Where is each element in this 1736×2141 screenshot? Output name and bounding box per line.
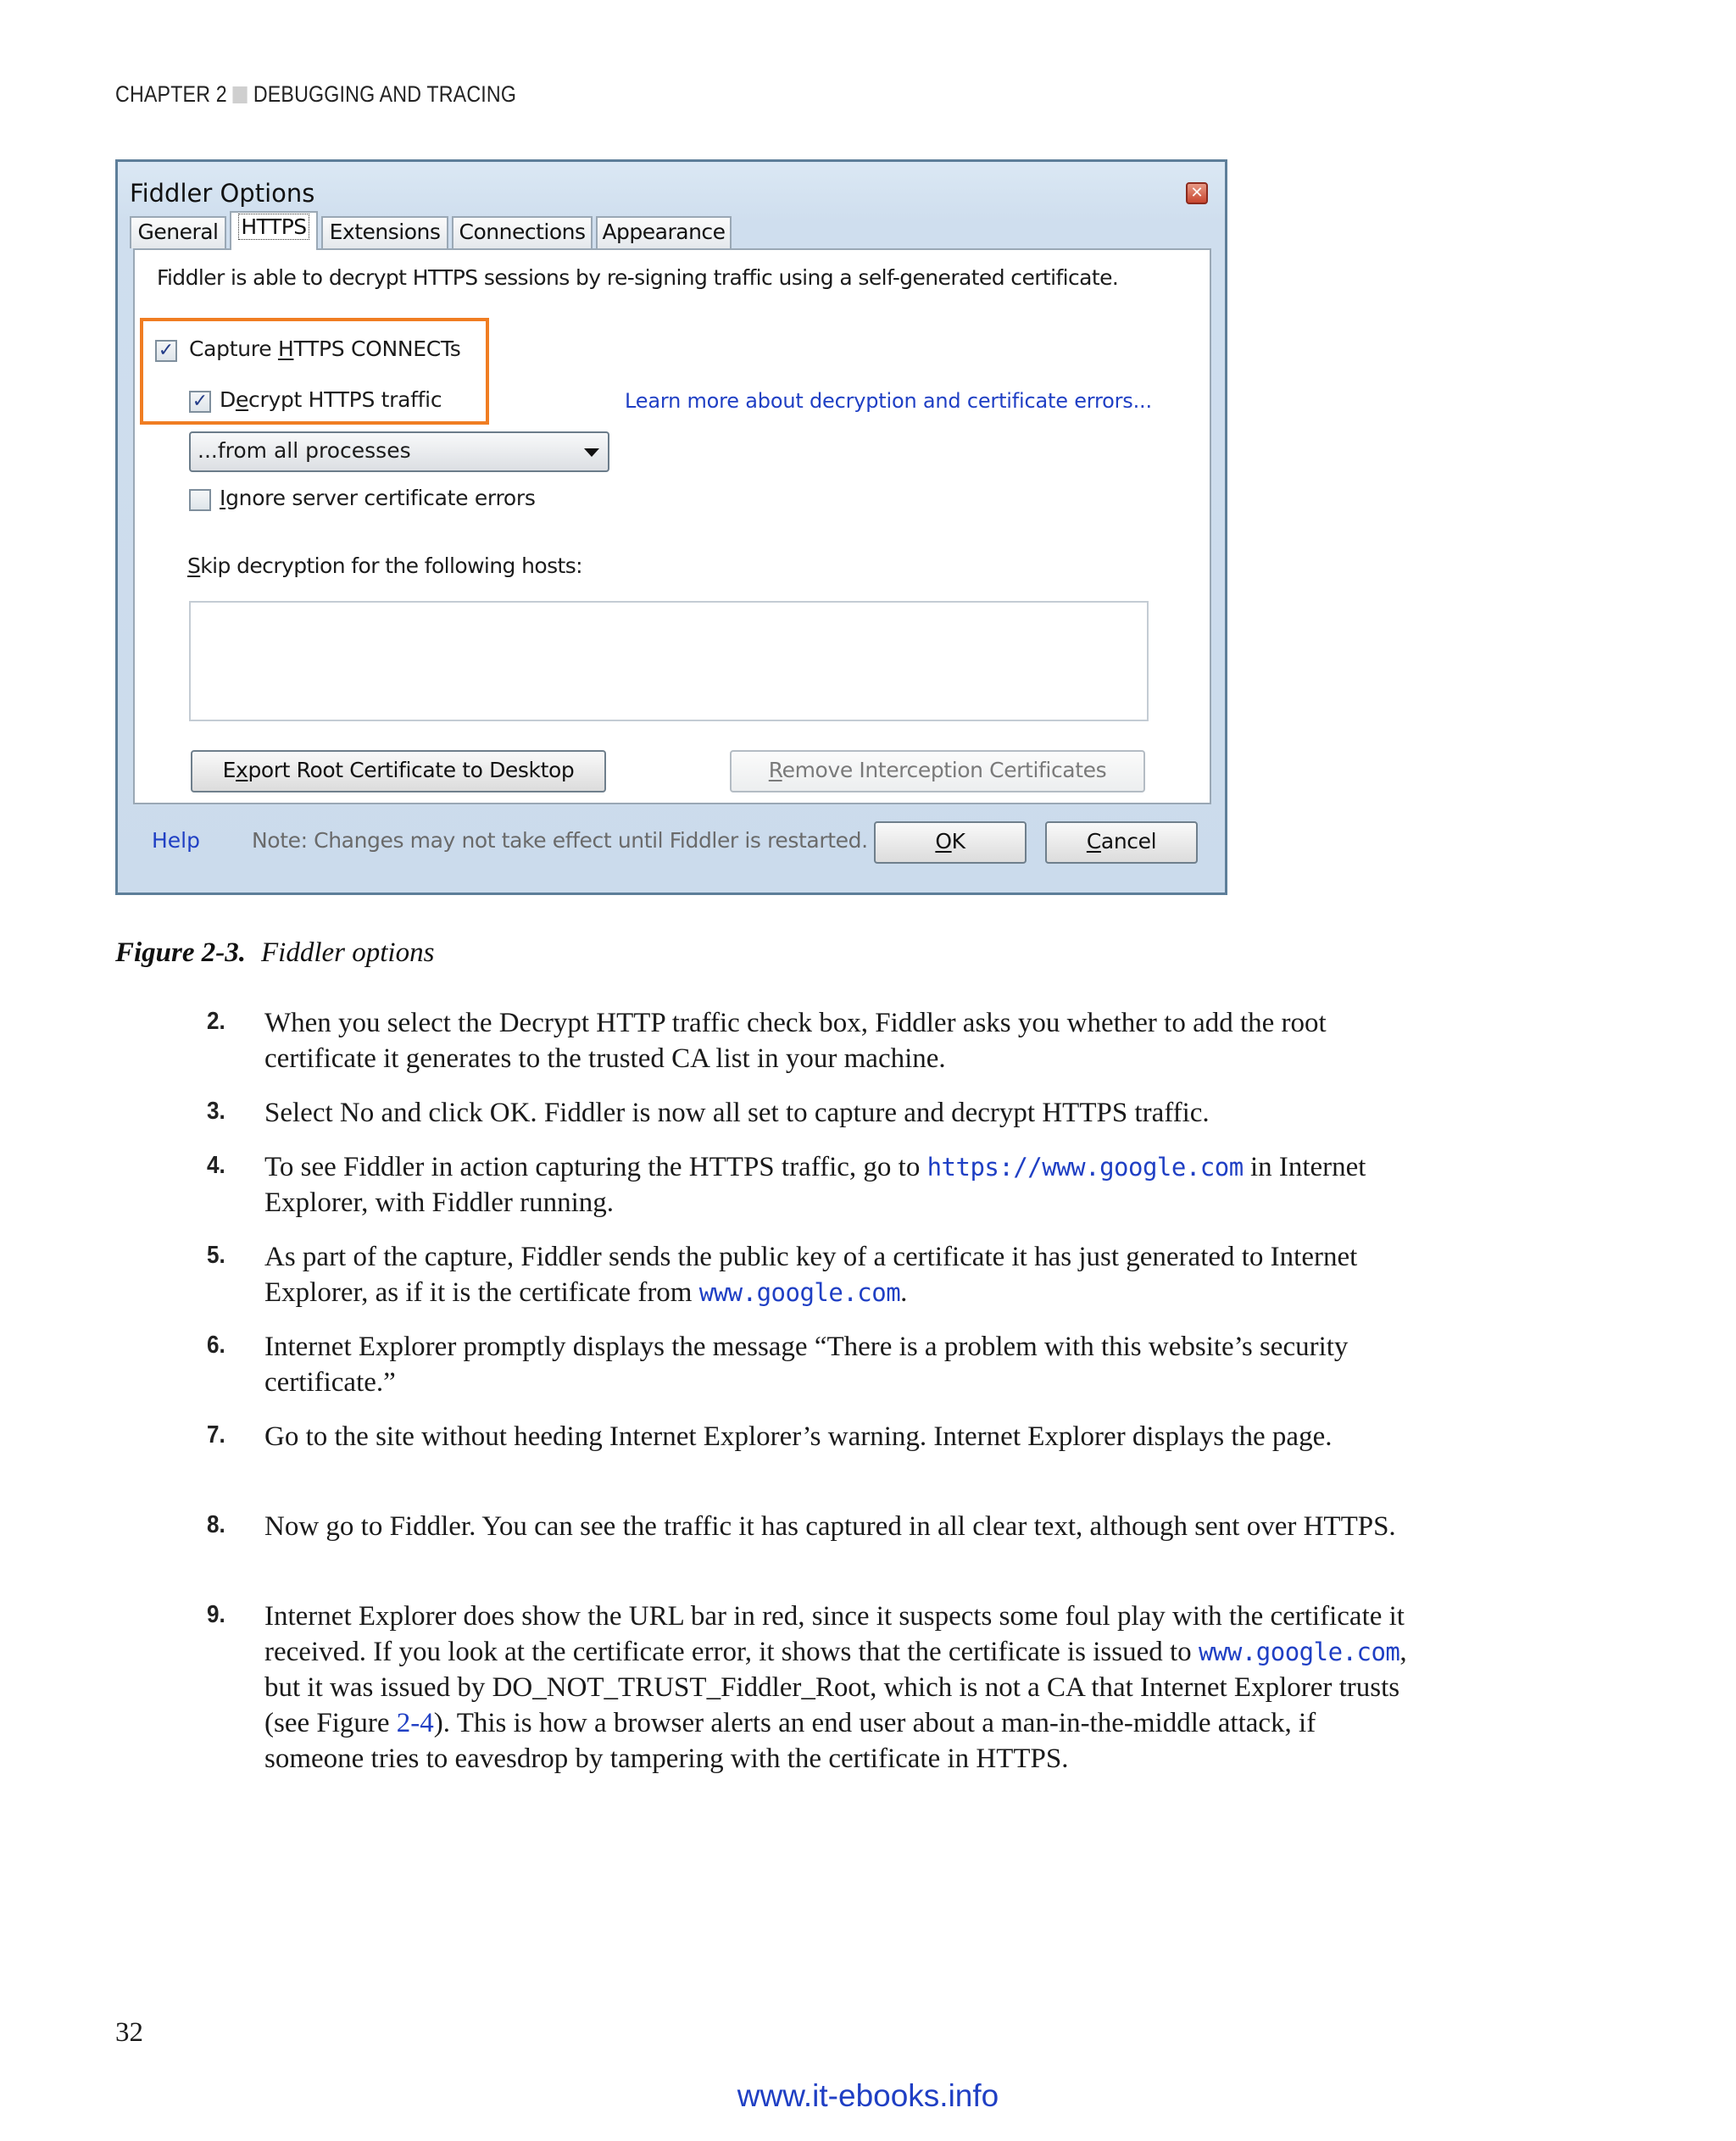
https-tab-panel bbox=[133, 248, 1211, 804]
tab-appearance[interactable]: Appearance bbox=[596, 216, 732, 248]
step-text: To see Fiddler in action capturing the HTTPS traffic, go to https://www.google.com in Internet Explorer, with Fiddler running. bbox=[264, 1152, 1366, 1218]
step-number: 7. bbox=[207, 1421, 225, 1449]
process-filter-value: ...from all processes bbox=[198, 438, 411, 463]
ok-button[interactable]: OK bbox=[874, 821, 1027, 864]
tab-connections[interactable]: Connections bbox=[452, 216, 593, 248]
inline-url-link[interactable]: https://www.google.com bbox=[926, 1153, 1244, 1182]
figure-reference-link[interactable]: 2-4 bbox=[396, 1708, 434, 1738]
step-number: 3. bbox=[207, 1098, 225, 1125]
figure-caption bbox=[115, 937, 434, 969]
step-text: Go to the site without heeding Internet Explorer’s warning. Internet Explorer displays the page. bbox=[264, 1421, 1333, 1452]
tab-https[interactable]: HTTPS bbox=[230, 211, 318, 250]
skip-decryption-label: Skip decryption for the following hosts: bbox=[187, 553, 582, 578]
decrypt-https-label[interactable]: Decrypt HTTPS traffic bbox=[220, 387, 442, 412]
chapter-title: DEBUGGING AND TRACING bbox=[253, 81, 517, 107]
decrypt-https-checkbox[interactable]: ✓ bbox=[189, 391, 211, 413]
cancel-button[interactable]: Cancel bbox=[1045, 821, 1198, 864]
chapter-label: CHAPTER 2 bbox=[115, 81, 227, 107]
restart-note: Note: Changes may not take effect until Fiddler is restarted. bbox=[252, 828, 868, 853]
step-number: 5. bbox=[207, 1242, 225, 1269]
footer-website-link[interactable]: www.it-ebooks.info bbox=[737, 2078, 999, 2113]
step-text: Internet Explorer promptly displays the message “There is a problem with this website’s security certificate.” bbox=[264, 1332, 1349, 1398]
ignore-errors-checkbox[interactable] bbox=[189, 489, 211, 511]
page-number: 32 bbox=[115, 2017, 143, 2048]
help-link[interactable]: Help bbox=[152, 828, 200, 853]
chevron-down-icon bbox=[584, 448, 599, 457]
process-filter-select[interactable] bbox=[189, 431, 609, 472]
inline-url-link[interactable]: www.google.com bbox=[1198, 1638, 1400, 1666]
ignore-errors-label[interactable]: Ignore server certificate errors bbox=[220, 486, 536, 510]
figure-title: Fiddler options bbox=[261, 937, 435, 968]
figure-label: Figure 2-3. bbox=[115, 937, 247, 968]
step-number: 6. bbox=[207, 1332, 225, 1359]
separator-square bbox=[233, 86, 248, 103]
fiddler-options-dialog bbox=[115, 159, 1227, 895]
tab-extensions[interactable]: Extensions bbox=[321, 216, 448, 248]
inline-url-link[interactable]: www.google.com bbox=[698, 1278, 901, 1307]
step-text: As part of the capture, Fiddler sends the public key of a certificate it has just generated to Internet Explorer, as if it is the certificate from www.google.com. bbox=[264, 1242, 1358, 1308]
capture-https-checkbox[interactable]: ✓ bbox=[155, 340, 177, 362]
step-number: 2. bbox=[207, 1008, 225, 1035]
export-root-certificate-button[interactable]: Export Root Certificate to Desktop bbox=[191, 750, 606, 792]
tab-general[interactable]: General bbox=[130, 216, 226, 248]
capture-https-label[interactable]: Capture HTTPS CONNECTs bbox=[189, 336, 461, 361]
skip-hosts-textarea[interactable] bbox=[189, 601, 1149, 721]
running-head bbox=[115, 81, 516, 108]
step-number: 8. bbox=[207, 1511, 225, 1538]
learn-more-link[interactable]: Learn more about decryption and certificate errors... bbox=[625, 389, 1152, 413]
step-text: Now go to Fiddler. You can see the traffic it has captured in all clear text, although sent over HTTPS. bbox=[264, 1511, 1396, 1542]
https-description: Fiddler is able to decrypt HTTPS sessions by re-signing traffic using a self-generated certificate. bbox=[157, 265, 1119, 290]
close-icon[interactable]: ✕ bbox=[1186, 182, 1208, 204]
step-number: 9. bbox=[207, 1601, 225, 1628]
step-text: When you select the Decrypt HTTP traffic check box, Fiddler asks you whether to add the root certificate it generates to the trusted CA list in your machine. bbox=[264, 1008, 1327, 1074]
remove-interception-certificates-button[interactable]: Remove Interception Certificates bbox=[730, 750, 1145, 792]
step-number: 4. bbox=[207, 1152, 225, 1179]
step-text: Internet Explorer does show the URL bar in red, since it suspects some foul play with the certificate it received. If you look at the certificate error, it shows that the certificate is issued to www.google.com, but it was issued by DO_NOT_TRUST_Fiddler_Root, which is not a CA that Internet Explorer trusts (see Figure 2-4). This is how a browser alerts an end user about a man-in-the-middle attack, if someone tries to eavesdrop by tampering with the certificate in HTTPS. bbox=[264, 1601, 1407, 1774]
step-text: Select No and click OK. Fiddler is now all set to capture and decrypt HTTPS traffic. bbox=[264, 1098, 1210, 1128]
dialog-title: Fiddler Options bbox=[130, 179, 315, 208]
